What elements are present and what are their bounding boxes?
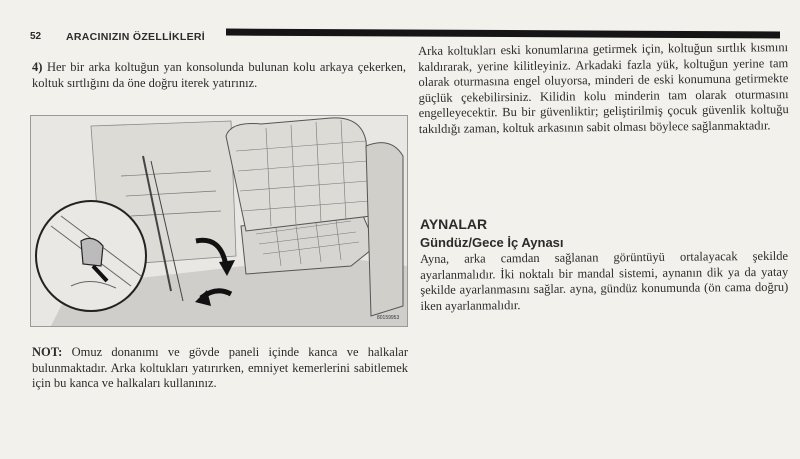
note-text: Omuz donanımı ve gövde paneli içinde kanca ve halkalar bulunmaktadır. Arka koltukları yatırırken, emniyet kemerlerini sabitlemek için bu kanca ve halkaları kullanınız. [32,345,409,390]
mirror-paragraph: Ayna, arka camdan sağlanan görüntüyü ortalayacak şekilde ayarlanmalıdır. İki noktalı bir mandal sistemi, aynanın dik ya da yatay şekilde ayarlanmasını sağlar. ayna, gündüz konumunda (ön cama doğru) iken ayarlanmalıdır. [420,248,789,313]
note-paragraph [32,345,408,392]
day-night-mirror-subheading: Gündüz/Gece İç Aynası [420,235,564,250]
seat-drawing [31,116,407,326]
header-rule [226,29,780,39]
mirrors-heading: AYNALAR [420,216,488,232]
page-number: 52 [30,31,42,42]
note-label: NOT: [32,345,63,359]
step-number: 4) [32,60,43,74]
figure-code: 80159953 [377,315,400,321]
seat-illustration [30,115,408,327]
seat-restore-paragraph: Arka koltukları eski konumlarına getirmek için, koltuğun sırtlık kısmını kaldırarak, yerine kilitleyiniz. Arkadaki fazla yük, koltuğun yerine tam olarak oturmasına engel oluyorsa, minderi de eski konumuna getirmekte güçlük çekebilirsiniz. Kilidin kolu minderin tam olarak oturmasını engelleyecektir. Bu bir güvenliktir; geliştirilmiş çocuk güvenlik koltuğu takıldığı zaman, koltuk arkasının sabit olması böylece sağlanmaktadır. [418,40,789,136]
step-4-paragraph [32,60,406,91]
section-title: ARACINIZIN ÖZELLİKLERİ [66,31,206,43]
step-text: Her bir arka koltuğun yan konsolunda bulunan kolu arkaya çekerken, koltuk sırtlığını da öne doğru iterek yatırınız. [32,60,406,90]
